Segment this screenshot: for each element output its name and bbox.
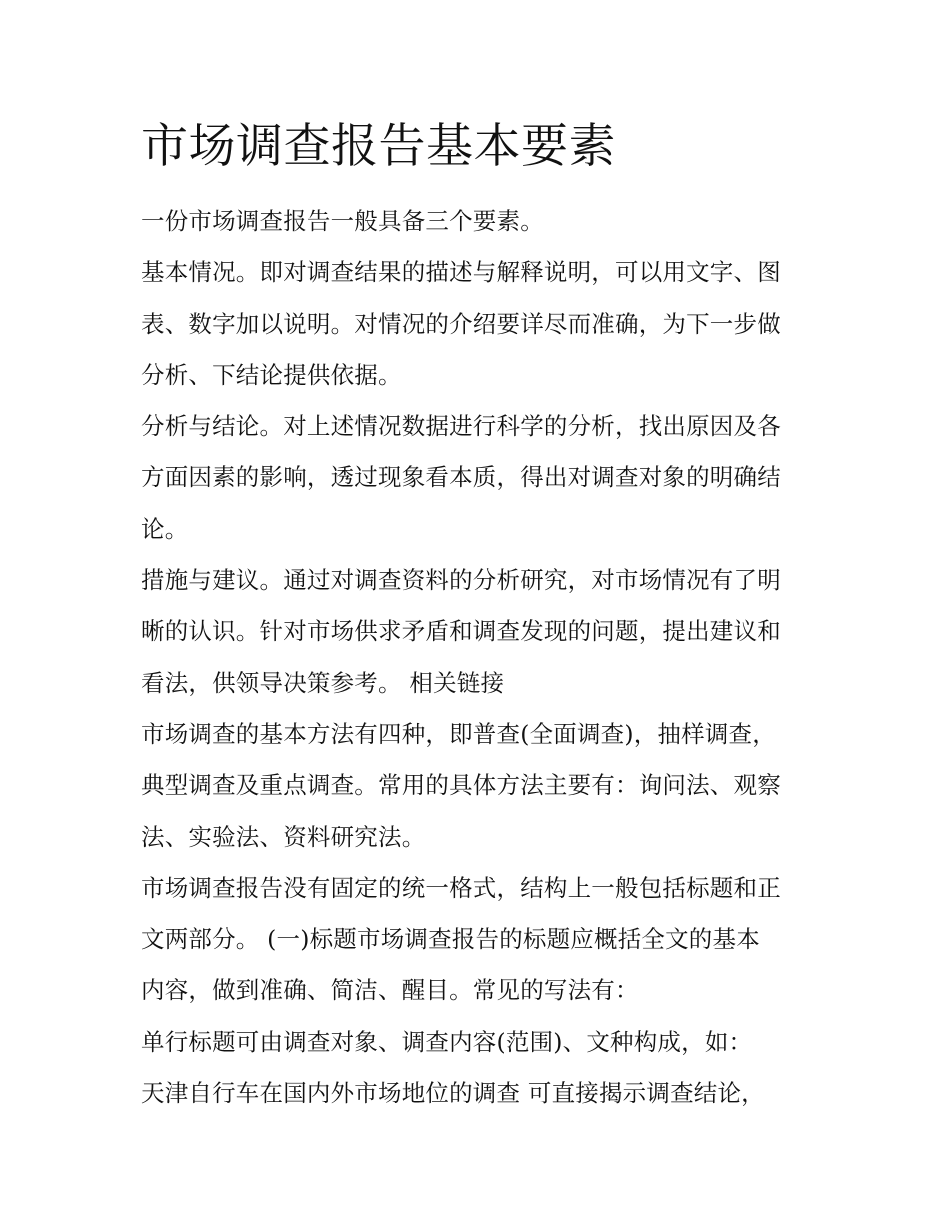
text-line: 单行标题可由调查对象、调查内容(范围)、文种构成，如：	[141, 1027, 753, 1056]
text-line: 内容，做到准确、简洁、醒目。常见的写法有：	[141, 976, 639, 1005]
text-line: 一份市场调查报告一般具备三个要素。	[141, 207, 544, 235]
text-line: 市场调查的基本方法有四种，即普查(全面调查)，抽样调查，	[141, 719, 776, 748]
text-line: 方面因素的影响，透过现象看本质，得出对调查对象的明确结	[141, 463, 781, 492]
text-line: 天津自行车在国内外市场地位的调查 可直接揭示调查结论，	[141, 1079, 765, 1108]
document-title: 市场调查报告基本要素	[141, 119, 616, 174]
text-line: 分析、下结论提供依据。	[141, 360, 402, 389]
text-line: 市场调查报告没有固定的统一格式，结构上一般包括标题和正	[141, 873, 781, 902]
text-line: 基本情况。即对调查结果的描述与解释说明，可以用文字、图	[141, 258, 781, 287]
text-line: 典型调查及重点调查。常用的具体方法主要有：询问法、观察	[141, 771, 781, 800]
text-line: 法、实验法、资料研究法。	[141, 822, 426, 851]
text-line: 晰的认识。针对市场供求矛盾和调查发现的问题，提出建议和	[141, 617, 781, 646]
text-line: 分析与结论。对上述情况数据进行科学的分析，找出原因及各	[141, 412, 781, 441]
text-line: 论。	[141, 514, 189, 543]
text-line: 措施与建议。通过对调查资料的分析研究，对市场情况有了明	[141, 566, 781, 595]
text-line: 文两部分。 (一)标题市场调查报告的标题应概括全文的基本	[141, 925, 760, 954]
text-line: 表、数字加以说明。对情况的介绍要详尽而准确，为下一步做	[141, 309, 781, 338]
document-body	[141, 196, 821, 1119]
text-line: 看法，供领导决策参考。 相关链接	[141, 668, 505, 697]
